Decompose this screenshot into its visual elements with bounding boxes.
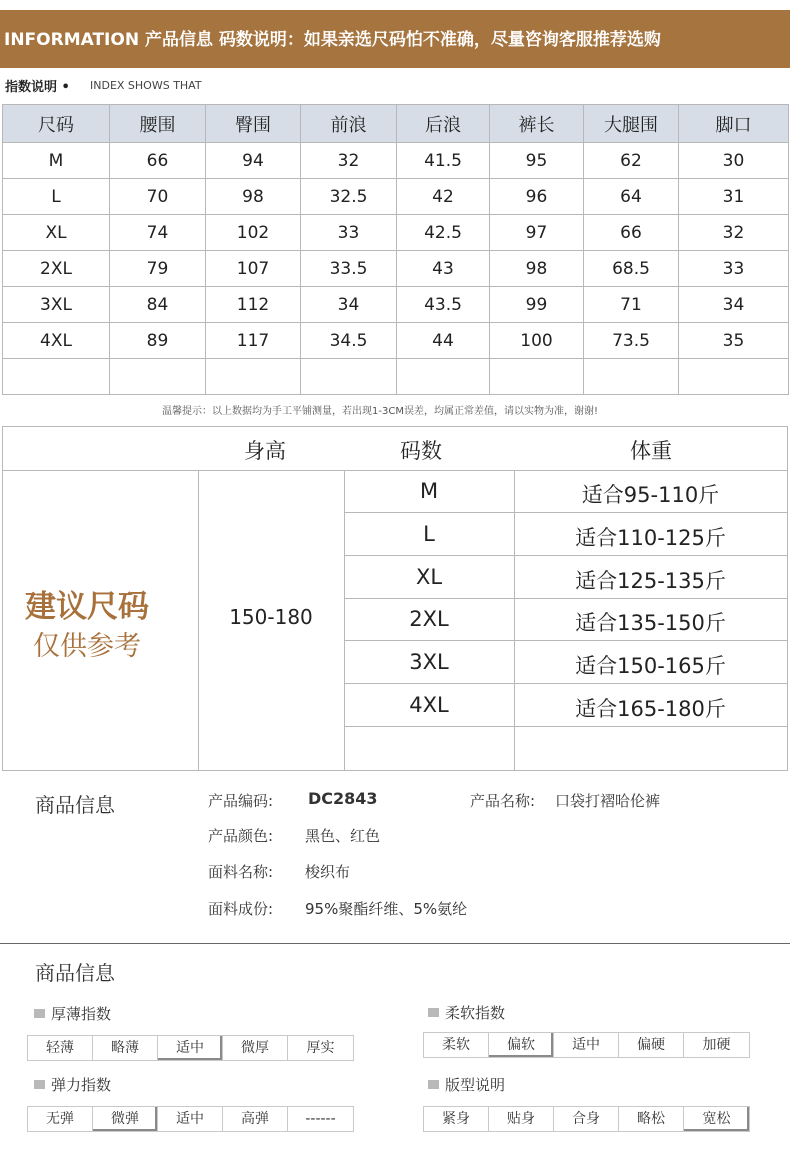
banner-text: INFORMATION 产品信息 码数说明：如果亲选尺码怕不准确，尽量咨询客服推荐选购 [4, 30, 661, 50]
header-hip: 臀围 [206, 105, 301, 143]
table-cell: 2XL [3, 251, 110, 287]
index-title: 指数说明 • [5, 80, 70, 95]
table-cell: M [3, 143, 110, 179]
table-cell: 33 [301, 215, 397, 251]
table-cell: 79 [110, 251, 206, 287]
option: 微厚 [223, 1036, 288, 1060]
table-cell: 34.5 [301, 323, 397, 359]
table-cell: 96 [490, 179, 584, 215]
recommend-title: 建议尺码 [25, 589, 149, 625]
elasticity-index-label: 弹力指数 [34, 1074, 111, 1095]
table-row-empty [3, 359, 789, 395]
table-cell: 117 [206, 323, 301, 359]
option: 适中 [554, 1033, 619, 1057]
header-weight: 体重 [630, 439, 672, 463]
table-cell: 70 [110, 179, 206, 215]
section-divider [0, 943, 790, 944]
size-recommendation-table [2, 426, 788, 771]
option: 略薄 [93, 1036, 158, 1060]
table-cell: 31 [679, 179, 789, 215]
recommend-row [344, 684, 787, 727]
table-cell: 98 [490, 251, 584, 287]
table-cell: L [3, 179, 110, 215]
recommend-weight: 适合150-165斤 [575, 654, 726, 678]
table-cell: 43 [397, 251, 490, 287]
option: 适中 [158, 1107, 223, 1131]
product-name-value: 口袋打褶哈伦裤 [555, 792, 661, 810]
table-cell: 30 [679, 143, 789, 179]
recommend-size: 3XL [409, 650, 449, 674]
table-cell: 4XL [3, 323, 110, 359]
table-cell: 43.5 [397, 287, 490, 323]
table-cell: 32 [301, 143, 397, 179]
recommend-row [344, 641, 787, 684]
table-cell: 84 [110, 287, 206, 323]
option: 贴身 [489, 1107, 554, 1131]
fit-options [423, 1106, 750, 1132]
table-cell: 66 [110, 143, 206, 179]
envelope-icon [34, 1009, 45, 1018]
option: 合身 [554, 1107, 619, 1131]
table-cell: 32 [679, 215, 789, 251]
table-cell: 94 [206, 143, 301, 179]
fit-index-label: 版型说明 [428, 1074, 505, 1095]
option-selected: 偏软 [489, 1033, 554, 1057]
elasticity-options [27, 1106, 354, 1132]
product-color-value: 黑色、红色 [305, 827, 381, 845]
table-cell: 3XL [3, 287, 110, 323]
table-row [3, 179, 789, 215]
table-cell: 97 [490, 215, 584, 251]
header-waist: 腰围 [110, 105, 206, 143]
index-subtitle: INDEX SHOWS THAT [90, 79, 202, 92]
header-leg-opening: 脚口 [679, 105, 789, 143]
option: 轻薄 [28, 1036, 93, 1060]
option: 加硬 [702, 1037, 731, 1053]
product-info-title: 商品信息 [35, 793, 115, 817]
recommend-weight: 适合165-180斤 [575, 697, 726, 721]
table-cell: 33 [679, 251, 789, 287]
table-cell: 41.5 [397, 143, 490, 179]
table-cell: 95 [490, 143, 584, 179]
recommend-size: 4XL [409, 693, 449, 717]
table-cell: 35 [679, 323, 789, 359]
table-row [3, 287, 789, 323]
table-cell: 99 [490, 287, 584, 323]
recommend-size: XL [415, 565, 443, 589]
thickness-index-label: 厚薄指数 [34, 1003, 111, 1024]
table-cell: 44 [397, 323, 490, 359]
recommend-row [344, 556, 787, 599]
header-thigh: 大腿围 [584, 105, 679, 143]
table-cell: XL [3, 215, 110, 251]
size-table [2, 104, 789, 395]
softness-index-label: 柔软指数 [428, 1002, 505, 1023]
recommend-weight: 适合110-125斤 [575, 526, 726, 550]
table-cell: 68.5 [584, 251, 679, 287]
product-color-label: 产品颜色: [208, 827, 274, 845]
table-cell: 62 [584, 143, 679, 179]
envelope-icon [34, 1080, 45, 1089]
banner-arrow [383, 58, 405, 67]
fabric-name-value: 梭织布 [305, 863, 351, 881]
table-cell: 42.5 [397, 215, 490, 251]
header-back-rise: 后浪 [397, 105, 490, 143]
table-cell: 42 [397, 179, 490, 215]
product-name-label: 产品名称: [470, 792, 536, 810]
header-size: 尺码 [3, 105, 110, 143]
table-cell: 34 [301, 287, 397, 323]
header-size-code: 码数 [400, 439, 442, 463]
option: 紧身 [424, 1107, 489, 1131]
envelope-icon [428, 1008, 439, 1017]
fabric-name-label: 面料名称: [208, 863, 274, 881]
option-selected: 微弹 [93, 1107, 158, 1131]
softness-options [423, 1032, 750, 1058]
product-code-value: DC2843 [308, 789, 378, 808]
option-selected: 适中 [158, 1036, 223, 1060]
recommend-size: M [419, 479, 439, 503]
table-cell: 71 [584, 287, 679, 323]
table-cell: 100 [490, 323, 584, 359]
table-cell: 107 [206, 251, 301, 287]
table-cell: 89 [110, 323, 206, 359]
recommend-size: L [423, 522, 435, 546]
product-code-label: 产品编码: [208, 792, 274, 810]
table-cell: 98 [206, 179, 301, 215]
table-cell: 74 [110, 215, 206, 251]
recommend-subtitle: 仅供参考 [33, 631, 141, 662]
table-cell: 73.5 [584, 323, 679, 359]
option: 柔软 [424, 1033, 489, 1057]
recommend-weight: 适合95-110斤 [581, 483, 720, 507]
table-cell: 33.5 [301, 251, 397, 287]
table-row [3, 215, 789, 251]
table-cell: 66 [584, 215, 679, 251]
table-cell: 64 [584, 179, 679, 215]
thickness-options [27, 1035, 354, 1061]
size-table-header-row [3, 105, 789, 143]
option-selected: 宽松 [684, 1107, 749, 1131]
header-front-rise: 前浪 [301, 105, 397, 143]
option: 略松 [619, 1107, 684, 1131]
option: ------ [305, 1111, 336, 1127]
table-row [3, 323, 789, 359]
measurement-tip: 温馨提示：以上数据均为手工平铺测量，若出现1-3CM误差，均属正常差值，请以实物为准，谢谢! [162, 406, 598, 417]
indices-title: 商品信息 [35, 961, 115, 985]
table-row [3, 143, 789, 179]
recommend-row [344, 598, 787, 641]
option: 厚实 [306, 1040, 335, 1056]
recommend-row [344, 470, 787, 513]
table-cell: 102 [206, 215, 301, 251]
fabric-composition-value: 95%聚酯纤维、5%氨纶 [305, 900, 468, 918]
option: 偏硬 [619, 1033, 684, 1057]
option: 无弹 [28, 1107, 93, 1131]
table-cell: 34 [679, 287, 789, 323]
recommend-row [344, 513, 787, 556]
height-range: 150-180 [229, 605, 313, 629]
header-length: 裤长 [490, 105, 584, 143]
recommend-weight: 适合125-135斤 [575, 569, 726, 593]
header-height: 身高 [244, 439, 286, 463]
fabric-composition-label: 面料成份: [208, 900, 274, 918]
option: 高弹 [223, 1107, 288, 1131]
table-cell: 112 [206, 287, 301, 323]
envelope-icon [428, 1080, 439, 1089]
recommend-weight: 适合135-150斤 [575, 611, 726, 635]
recommend-size: 2XL [409, 607, 449, 631]
table-row [3, 251, 789, 287]
table-cell: 32.5 [301, 179, 397, 215]
